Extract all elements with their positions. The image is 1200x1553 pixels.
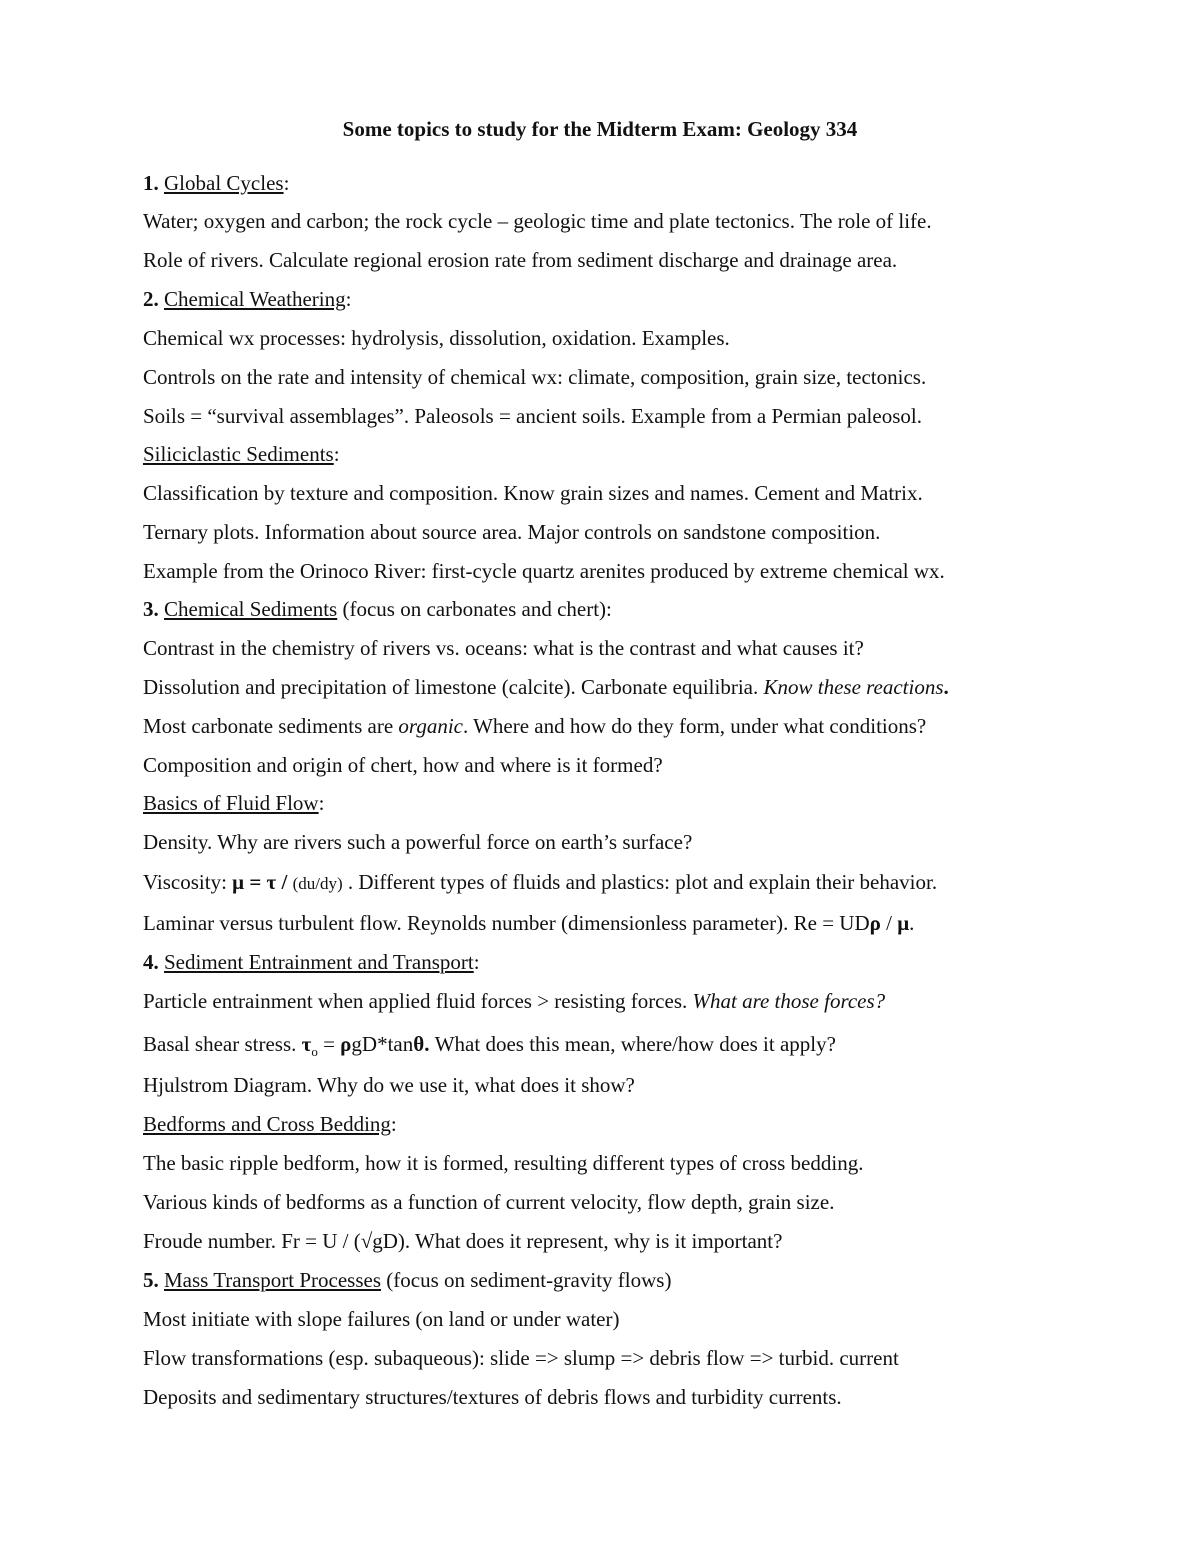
bedforms-line-3: Froude number. Fr = U / (√gD). What does it represent, why is it important? (143, 1229, 783, 1253)
siliciclastic-line-3: Example from the Orinoco River: first-cycle quartz arenites produced by extreme chemical wx. (143, 559, 945, 583)
section-2-line-3: Soils = “survival assemblages”. Paleosols = ancient soils. Example from a Permian paleosol. (143, 404, 922, 428)
section-2-line-2: Controls on the rate and intensity of chemical wx: climate, composition, grain size, tectonics. (143, 365, 927, 389)
section-1-title: Global Cycles (164, 171, 284, 195)
section-5-title: Mass Transport Processes (164, 1268, 382, 1292)
fluid-flow-heading: Basics of Fluid Flow: (143, 791, 325, 815)
section-4-heading: 4. Sediment Entrainment and Transport: (143, 950, 480, 974)
bedforms-title: Bedforms and Cross Bedding (143, 1112, 391, 1136)
fluid-flow-title: Basics of Fluid Flow (143, 791, 319, 815)
page-title: Some topics to study for the Midterm Exam: Geology 334 (342, 117, 858, 141)
bedforms-line-2: Various kinds of bedforms as a function of current velocity, flow depth, grain size. (143, 1190, 835, 1214)
section-2-line-1: Chemical wx processes: hydrolysis, dissolution, oxidation. Examples. (143, 326, 730, 350)
section-5-heading: 5. Mass Transport Processes (focus on sediment-gravity flows) (143, 1268, 672, 1292)
section-5-line-1: Most initiate with slope failures (on land or under water) (143, 1307, 620, 1331)
section-5-line-2: Flow transformations (esp. subaqueous): slide => slump => debris flow => turbid. current (143, 1346, 899, 1370)
section-4-title: Sediment Entrainment and Transport (164, 950, 474, 974)
section-4-line-3: Hjulstrom Diagram. Why do we use it, what does it show? (143, 1073, 635, 1097)
bedforms-line-1: The basic ripple bedform, how it is formed, resulting different types of cross bedding. (143, 1151, 864, 1175)
section-3-line-4: Composition and origin of chert, how and where is it formed? (143, 753, 663, 777)
section-1-number: 1. (143, 171, 159, 195)
section-3-heading: 3. Chemical Sediments (focus on carbonates and chert): (143, 597, 612, 621)
bedforms-heading: Bedforms and Cross Bedding: (143, 1112, 397, 1136)
fluid-flow-line-3: Laminar versus turbulent flow. Reynolds number (dimensionless parameter). Re = UDρ / μ. (143, 911, 915, 935)
section-4-line-2: Basal shear stress. $\tau_o = \rho gD*\tan\theta$. What does this mean, where/how does it apply? (143, 1032, 836, 1060)
section-2-title: Chemical Weathering (164, 287, 346, 311)
section-1-line-1: Water; oxygen and carbon; the rock cycle – geologic time and plate tectonics. The role of life. (143, 209, 932, 233)
siliciclastic-line-2: Ternary plots. Information about source area. Major controls on sandstone composition. (143, 520, 881, 544)
section-3-title: Chemical Sediments (164, 597, 338, 621)
section-4-number: 4. (143, 950, 159, 974)
viscosity-formula: μ = τ / (232, 870, 293, 894)
section-1-heading: 1. Global Cycles: (143, 171, 290, 195)
siliciclastic-line-1: Classification by texture and composition. Know grain sizes and names. Cement and Matrix. (143, 481, 923, 505)
section-3-number: 3. (143, 597, 159, 621)
siliciclastic-title: Siliciclastic Sediments (143, 442, 334, 466)
section-5-number: 5. (143, 1268, 159, 1292)
section-3-line-1: Contrast in the chemistry of rivers vs. oceans: what is the contrast and what causes it? (143, 636, 864, 660)
section-4-line-1: Particle entrainment when applied fluid forces > resisting forces. What are those forces? (143, 989, 886, 1013)
section-2-heading: 2. Chemical Weathering: (143, 287, 352, 311)
section-5-line-3: Deposits and sedimentary structures/textures of debris flows and turbidity currents. (143, 1385, 842, 1409)
section-2-number: 2. (143, 287, 159, 311)
section-1-line-2: Role of rivers. Calculate regional erosion rate from sediment discharge and drainage area. (143, 248, 898, 272)
fluid-flow-line-2: Viscosity: μ = τ / (du/dy) . Different types of fluids and plastics: plot and explain their behavior. (143, 870, 938, 894)
section-3-line-2: Dissolution and precipitation of limestone (calcite). Carbonate equilibria. Know these reactions. (143, 675, 949, 699)
section-3-line-3: Most carbonate sediments are organic. Where and how do they form, under what conditions? (143, 714, 927, 738)
siliciclastic-heading: Siliciclastic Sediments: (143, 442, 340, 466)
fluid-flow-line-1: Density. Why are rivers such a powerful force on earth’s surface? (143, 830, 693, 854)
